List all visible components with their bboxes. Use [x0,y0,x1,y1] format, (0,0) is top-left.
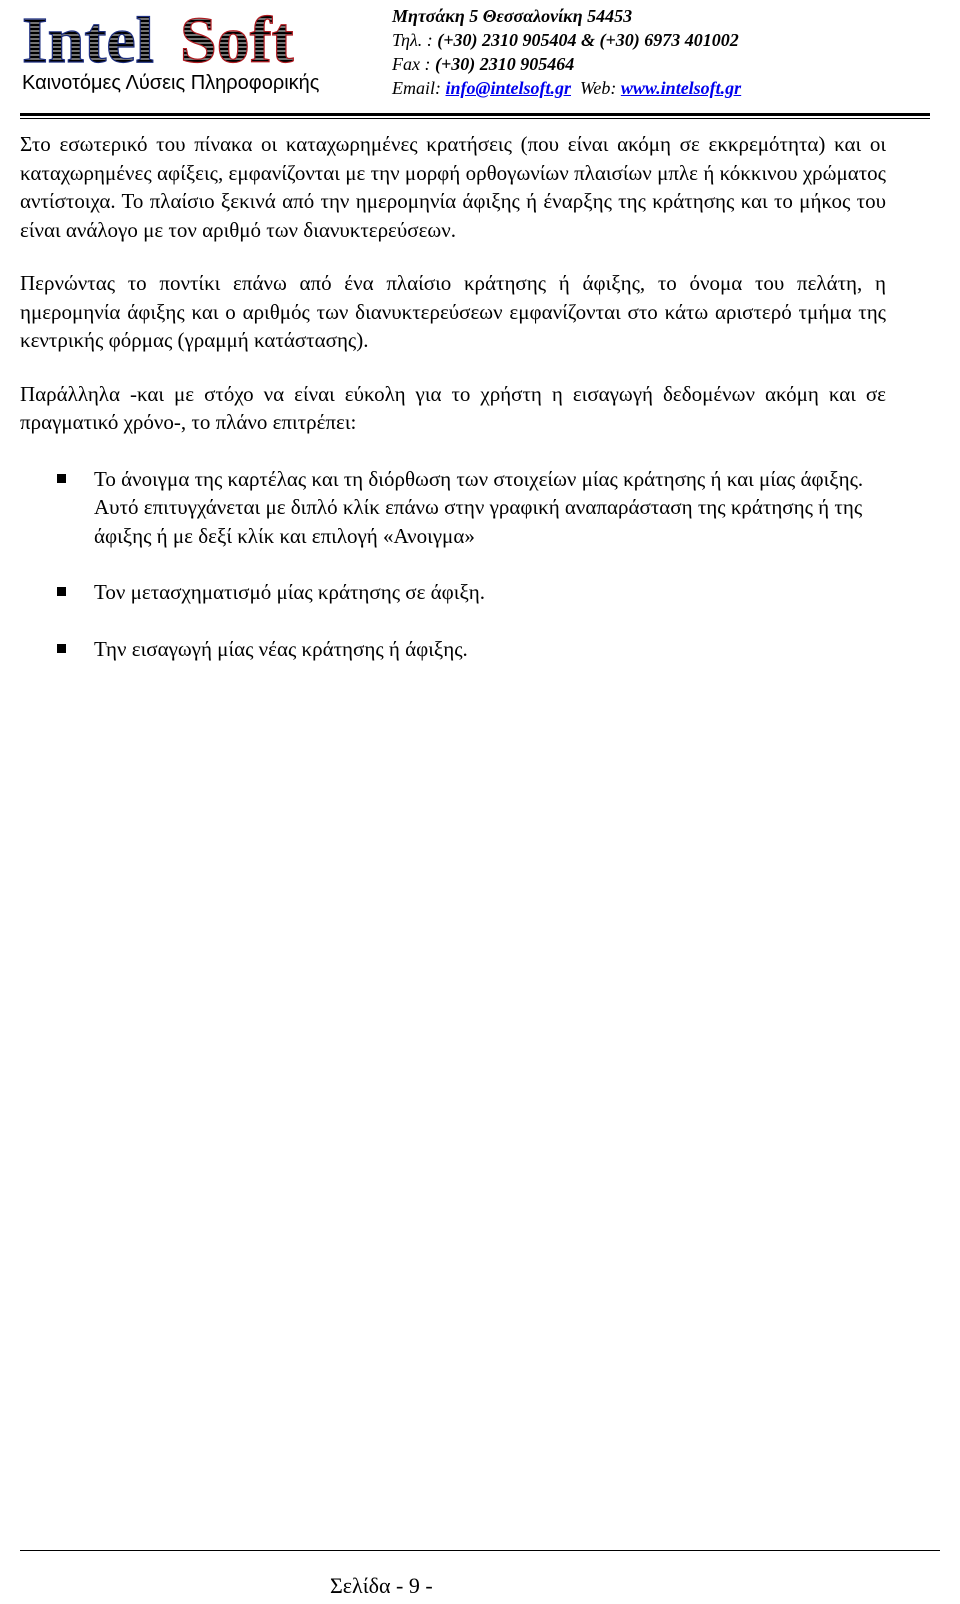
header-divider-thick [20,113,930,116]
logo-intel-text: Intel [22,4,154,76]
paragraph-2: Περνώντας το ποντίκι επάνω από ένα πλαίσιο κράτησης ή άφιξης, το όνομα του πελάτη, η ημερομηνία άφιξης και ο αριθμός των διανυκτερεύσεων εμφανίζονται στο κάτω αριστερό τμήμα της κεντρικής φόρμας (γραμμή κατάστασης). [20,271,886,352]
list-item-text: Το άνοιγμα της καρτέλας και τη διόρθωση των στοιχείων μίας κράτησης ή και μίας άφιξης. Αυτό επιτυγχάνεται με διπλό κλίκ επάνω στην γραφική αναπαράσταση της κράτησης ή της άφιξης ή με δεξί κλίκ και επιλογή «Ανοιγμα» [94,466,864,548]
square-bullet-icon [57,587,66,596]
page-number: Σελίδα - 9 - [330,1573,433,1598]
logo-soft-part [180,4,294,76]
footer-divider [20,1550,940,1551]
contact-links [392,76,741,100]
intelsoft-logo-graphic [20,4,340,76]
phone-numbers: (+30) 2310 905404 & (+30) 6973 401002 [437,30,739,50]
list-item [20,465,886,551]
fax-number: (+30) 2310 905464 [434,54,575,74]
page-header [0,0,960,120]
company-tagline: Καινοτόμες Λύσεις Πληροφορικής [22,72,320,94]
document-body [20,130,886,691]
logo-soft-text: Soft [180,4,294,76]
paragraph-3: Παράλληλα -και με στόχο να είναι εύκολη για το χρήστη η εισαγωγή δεδομένων ακόμη και σε πραγματικό χρόνο-, το πλάνο επιτρέπει: [20,381,886,434]
list-item-text: Τον μετασχηματισμό μίας κράτησης σε άφιξη. [94,580,486,604]
contact-block [392,4,741,100]
paragraph-1: Στο εσωτερικό του πίνακα οι καταχωρημένες κρατήσεις (που είναι ακόμη σε εκκρεμότητα) και οι καταχωρημένες αφίξεις, εμφανίζονται με την μορφή ορθογωνίων πλαισίων μπλε ή κόκκινου χρώματος αντίστοιχα. Το πλαίσιο ξεκινά από την ημερομηνία άφιξης ή έναρξης της κράτησης και το μήκος του είναι ανάλογο με τον αριθμό των διανυκτερεύσεων. [20,132,886,242]
contact-address: Μητσάκη 5 Θεσσαλονίκη 54453 [392,6,633,26]
list-item [20,578,886,607]
list-item [20,635,886,664]
intelsoft-logo [20,4,340,76]
email-link[interactable]: info@intelsoft.gr [445,78,571,98]
fax-label: Fax : [392,54,435,74]
email-label: Email: [392,78,446,98]
feature-list [20,465,886,664]
square-bullet-icon [57,474,66,483]
contact-phone [392,28,741,52]
list-item-text: Την εισαγωγή μίας νέας κράτησης ή άφιξης. [94,636,468,661]
phone-label: Τηλ. : [392,30,438,50]
logo-intel-part [22,4,154,76]
contact-fax [392,52,741,76]
web-link[interactable]: www.intelsoft.gr [620,78,742,98]
square-bullet-icon [57,644,66,653]
header-divider-thin [20,118,930,119]
web-label: Web: [580,78,621,98]
